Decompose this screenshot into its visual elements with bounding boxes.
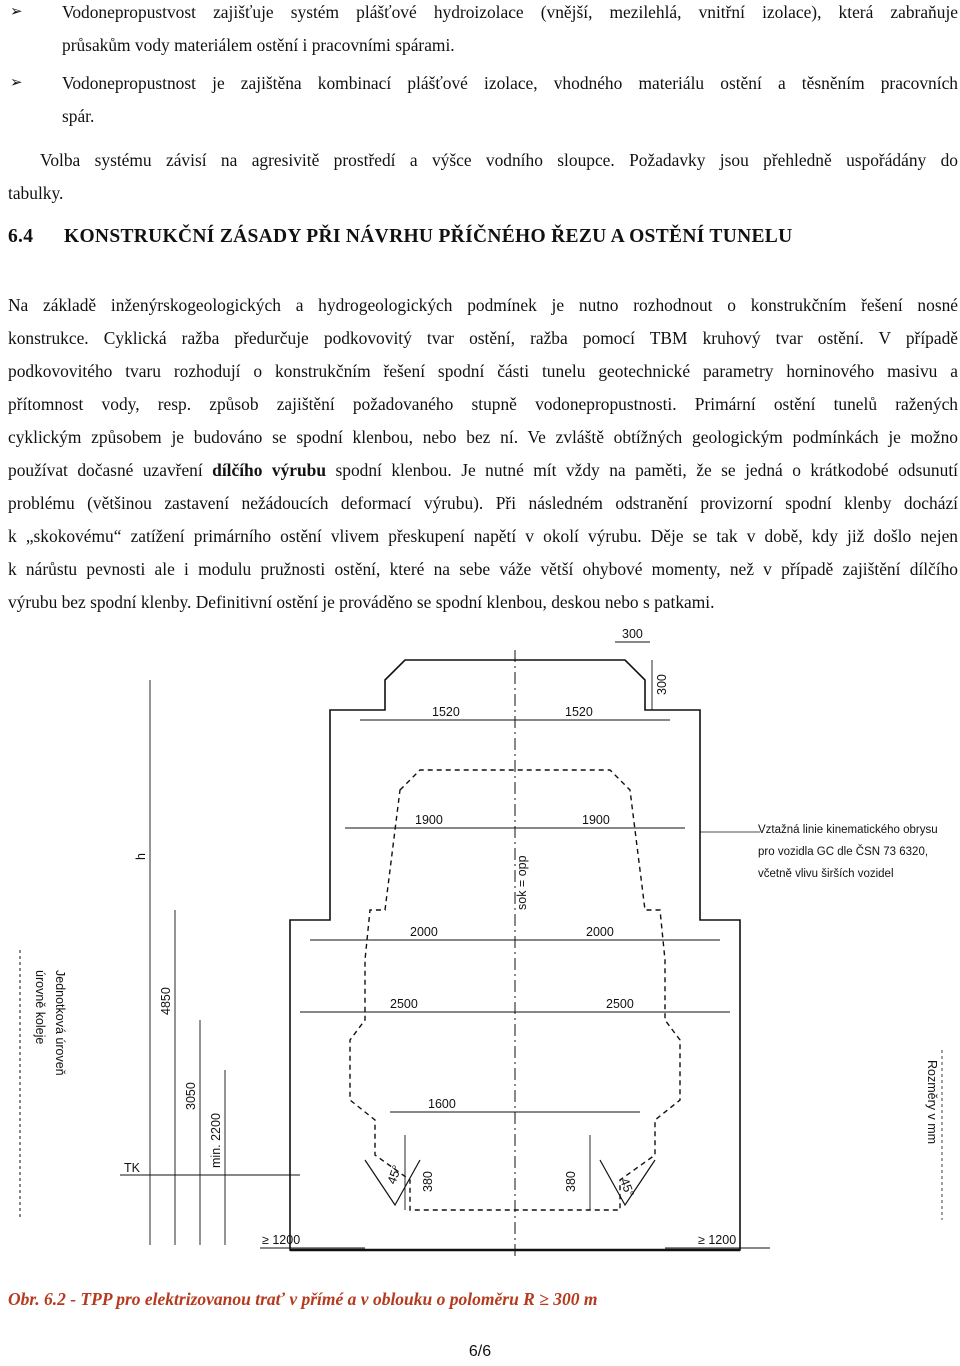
section-heading: [8, 226, 792, 248]
dim-min-2200: min. 2200: [209, 1113, 223, 1168]
dim-1520-left: 1520: [432, 705, 460, 719]
section-number: 6.4: [8, 226, 34, 247]
dim-1520-right: 1520: [565, 705, 593, 719]
body-line: k „skokovému“ zatížení primárního ostění vlivem přeskupení napětí v okolí výrubu. Děje se tak v době, kdy již došlo nejen: [8, 526, 958, 546]
dim-1200-left: ≥ 1200: [262, 1233, 301, 1247]
dim-45-left: 45°: [384, 1163, 405, 1187]
section-title: KONSTRUKČNÍ ZÁSADY PŘI NÁVRHU PŘÍČNÉHO ŘEZU A OSTĚNÍ TUNELU: [64, 226, 793, 247]
note-line-2: pro vozidla GC dle ČSN 73 6320,: [758, 846, 929, 858]
intro-line-2: tabulky.: [8, 183, 64, 203]
bullet-2-line-1: Vodonepropustnost je zajištěna kombinací plášťové izolace, vhodného materiálu ostění a těsněním pracovních: [62, 73, 958, 93]
dim-300-top: 300: [622, 627, 643, 641]
figure-caption: Obr. 6.2 - TPP pro elektrizovanou trať v přímé a v oblouku o poloměru R ≥ 300 m: [8, 1289, 598, 1309]
intro-line-1: Volba systému závisí na agresivitě prostředí a výšce vodního sloupce. Požadavky jsou přehledně uspořádány do: [40, 150, 958, 170]
bullet-2-line-2: spár.: [62, 106, 95, 126]
tunnel-clearance-figure: [0, 620, 960, 1280]
body-line: podkovovitého tvaru rozhodují o konstrukčním řešení spodní části tunelu geotechnické parametry horninového masivu a: [8, 361, 958, 381]
dim-2000-right: 2000: [586, 925, 614, 939]
body-line: konstrukce. Cyklická ražba předurčuje podkovovitý tvar ostění, ražba pomocí TBM kruhový tvar ostění. V případě: [8, 328, 958, 348]
dim-1200-right: ≥ 1200: [698, 1233, 737, 1247]
dim-4850: 4850: [159, 987, 173, 1015]
body-line: přítomnost vody, resp. způsob zajištění požadovaného stupně vodonepropustnosti. Primární ostění tunelů ražených: [8, 394, 958, 414]
bullet-arrow-icon: ➢: [10, 4, 23, 20]
body-line: cyklickým způsobem je budováno se spodní klenbou, nebo bez ní. Ve zvláště obtížných geologickým podmínkách je možno: [8, 427, 958, 447]
body-line: Na základě inženýrskogeologických a hydrogeologických podmínek je nutno rozhodnout o konstrukčním řešení nosné: [8, 295, 958, 315]
body-line: používat dočasné uzavření dílčího výrubu spodní klenbou. Je nutné mít vždy na paměti, že se jedná o krátkodobé odsunutí: [8, 460, 958, 480]
dim-300-side: 300: [655, 674, 669, 695]
dim-3050: 3050: [184, 1082, 198, 1110]
note-line-1: Vztažná linie kinematického obrysu: [758, 824, 938, 836]
body-line: problému (většinou zastavení nežádoucích deformací výrubu). Při následném odstranění provizorní spodní klenby dochází: [8, 493, 958, 513]
dim-h: h: [134, 853, 148, 860]
label-tk: TK: [124, 1161, 140, 1175]
dim-45-right: 45°: [617, 1176, 637, 1199]
dim-380-left: 380: [421, 1171, 435, 1192]
dim-1900-left: 1900: [415, 813, 443, 827]
dim-2500-left: 2500: [390, 997, 418, 1011]
body-line: k nárůstu pevnosti ale i modulu pružnosti ostění, které na sebe váže větší ohybové momenty, než v případě zajištění dílčího: [8, 559, 958, 579]
dim-2500-right: 2500: [606, 997, 634, 1011]
body-line: výrubu bez spodní klenby. Definitivní ostění je prováděno se spodní klenbou, deskou nebo s patkami.: [8, 592, 715, 612]
dim-1900-right: 1900: [582, 813, 610, 827]
bullet-1-line-2: průsakům vody materiálem ostění i pracovními spárami.: [62, 35, 455, 55]
bullet-1-line-1: Vodonepropustvost zajišťuje systém plášťové hydroizolace (vnější, mezilehlá, vnitřní izolace), která zabraňuje: [62, 2, 958, 22]
dim-380-right: 380: [564, 1171, 578, 1192]
label-sok: sok = opp: [515, 855, 529, 910]
bullet-arrow-icon: ➢: [10, 75, 23, 91]
label-rail-level: úrovně koleje: [33, 970, 47, 1045]
label-left-rotated: Jednotková úroveň: [53, 970, 67, 1076]
note-line-3: včetně vlivu širších vozidel: [758, 868, 894, 880]
dim-1600: 1600: [428, 1097, 456, 1111]
label-scale: Rozměry v mm: [925, 1060, 939, 1145]
page-number: 6/6: [468, 1343, 492, 1360]
dim-2000-left: 2000: [410, 925, 438, 939]
